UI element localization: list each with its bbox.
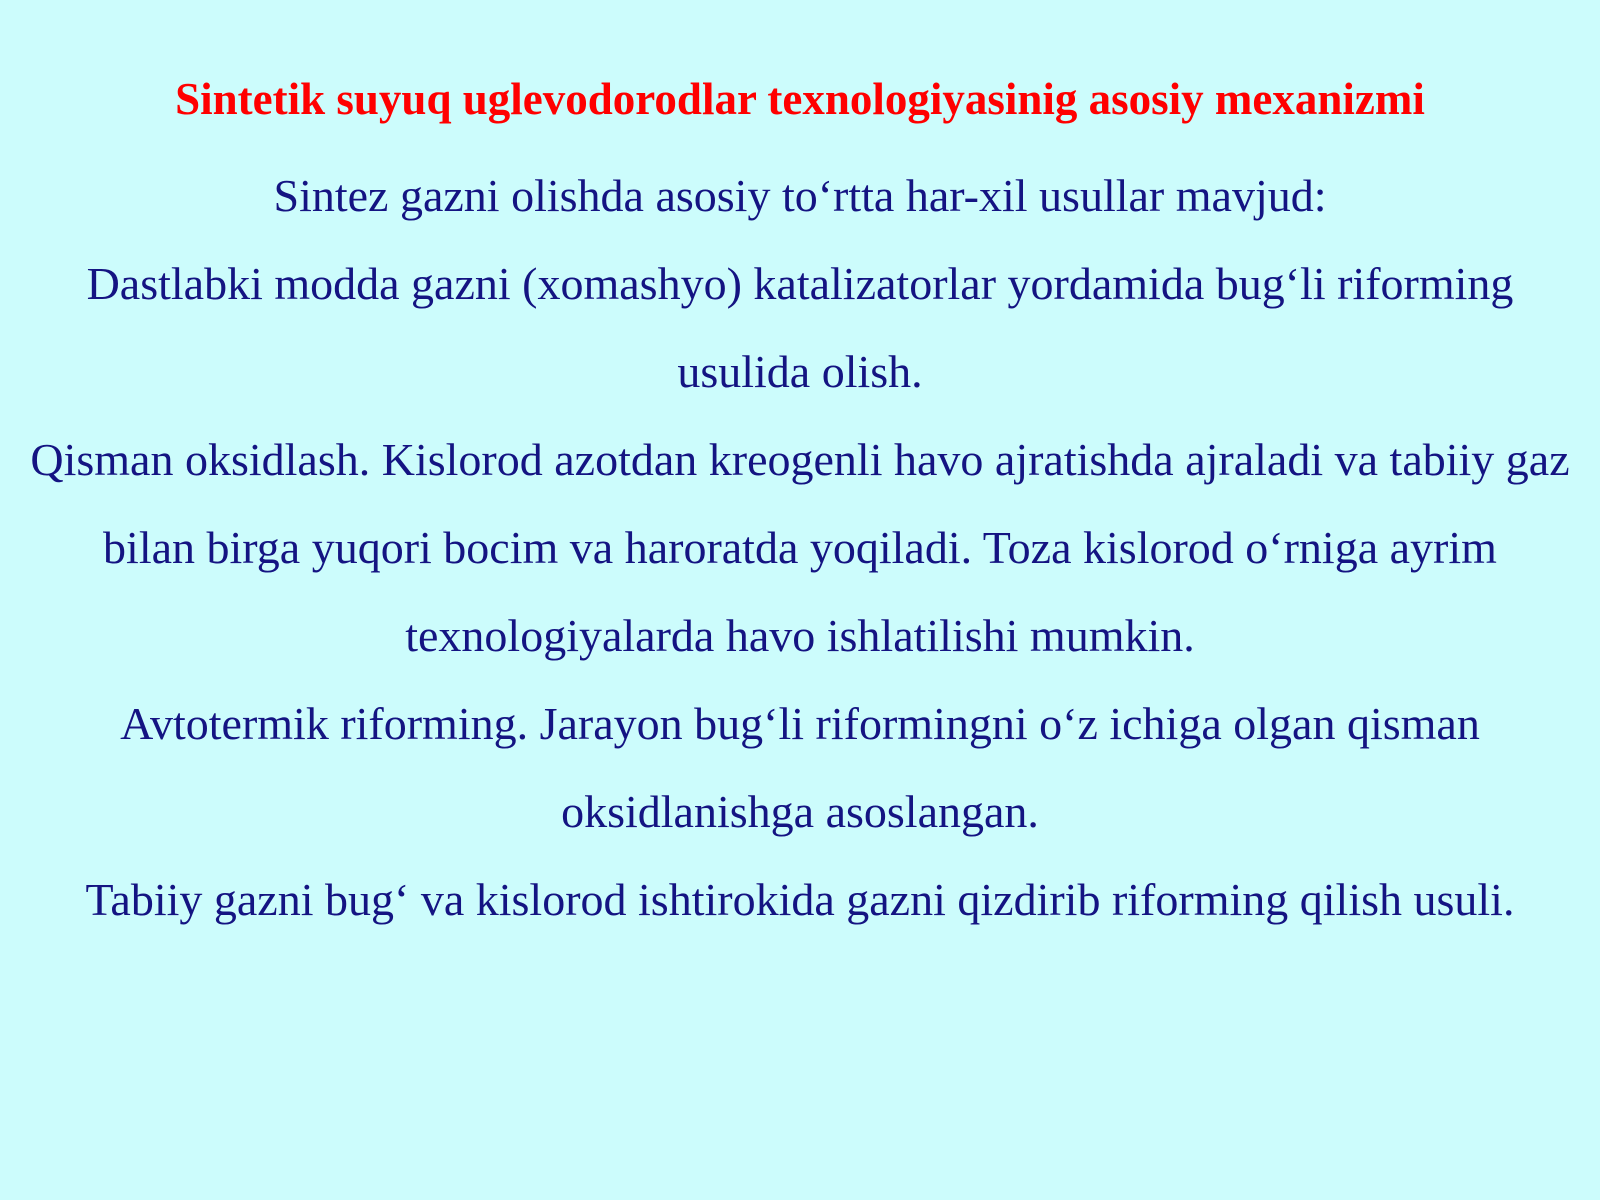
method-steam-reforming-paragraph: Dastlabki modda gazni (xomashyo) katalizatorlar yordamida bug‘li riforming usulida olish. (86, 258, 1514, 397)
method-autothermal-reforming-paragraph: Avtotermik riforming. Jarayon bug‘li riformingni o‘z ichiga olgan qisman oksidlanishga asoslangan. (120, 698, 1480, 837)
intro-paragraph: Sintez gazni olishda asosiy to‘rtta har-xil usullar mavjud: (273, 170, 1327, 221)
slide-body (20, 152, 1580, 944)
slide-title: Sintetik suyuq uglevodorodlar texnologiyasinig asosiy mexanizmi (175, 74, 1425, 124)
method-heated-reforming-paragraph: Tabiiy gazni bug‘ va kislorod ishtirokida gazni qizdirib riforming qilish usuli. (85, 874, 1515, 925)
method-partial-oxidation-paragraph: Qisman oksidlash. Kislorod azotdan kreogenli havo ajratishda ajraladi va tabiiy gaz bilan birga yuqori bocim va haroratda yoqiladi. Toza kislorod o‘rniga ayrim texnologiyalarda havo ishlatilishi mumkin. (30, 434, 1570, 661)
